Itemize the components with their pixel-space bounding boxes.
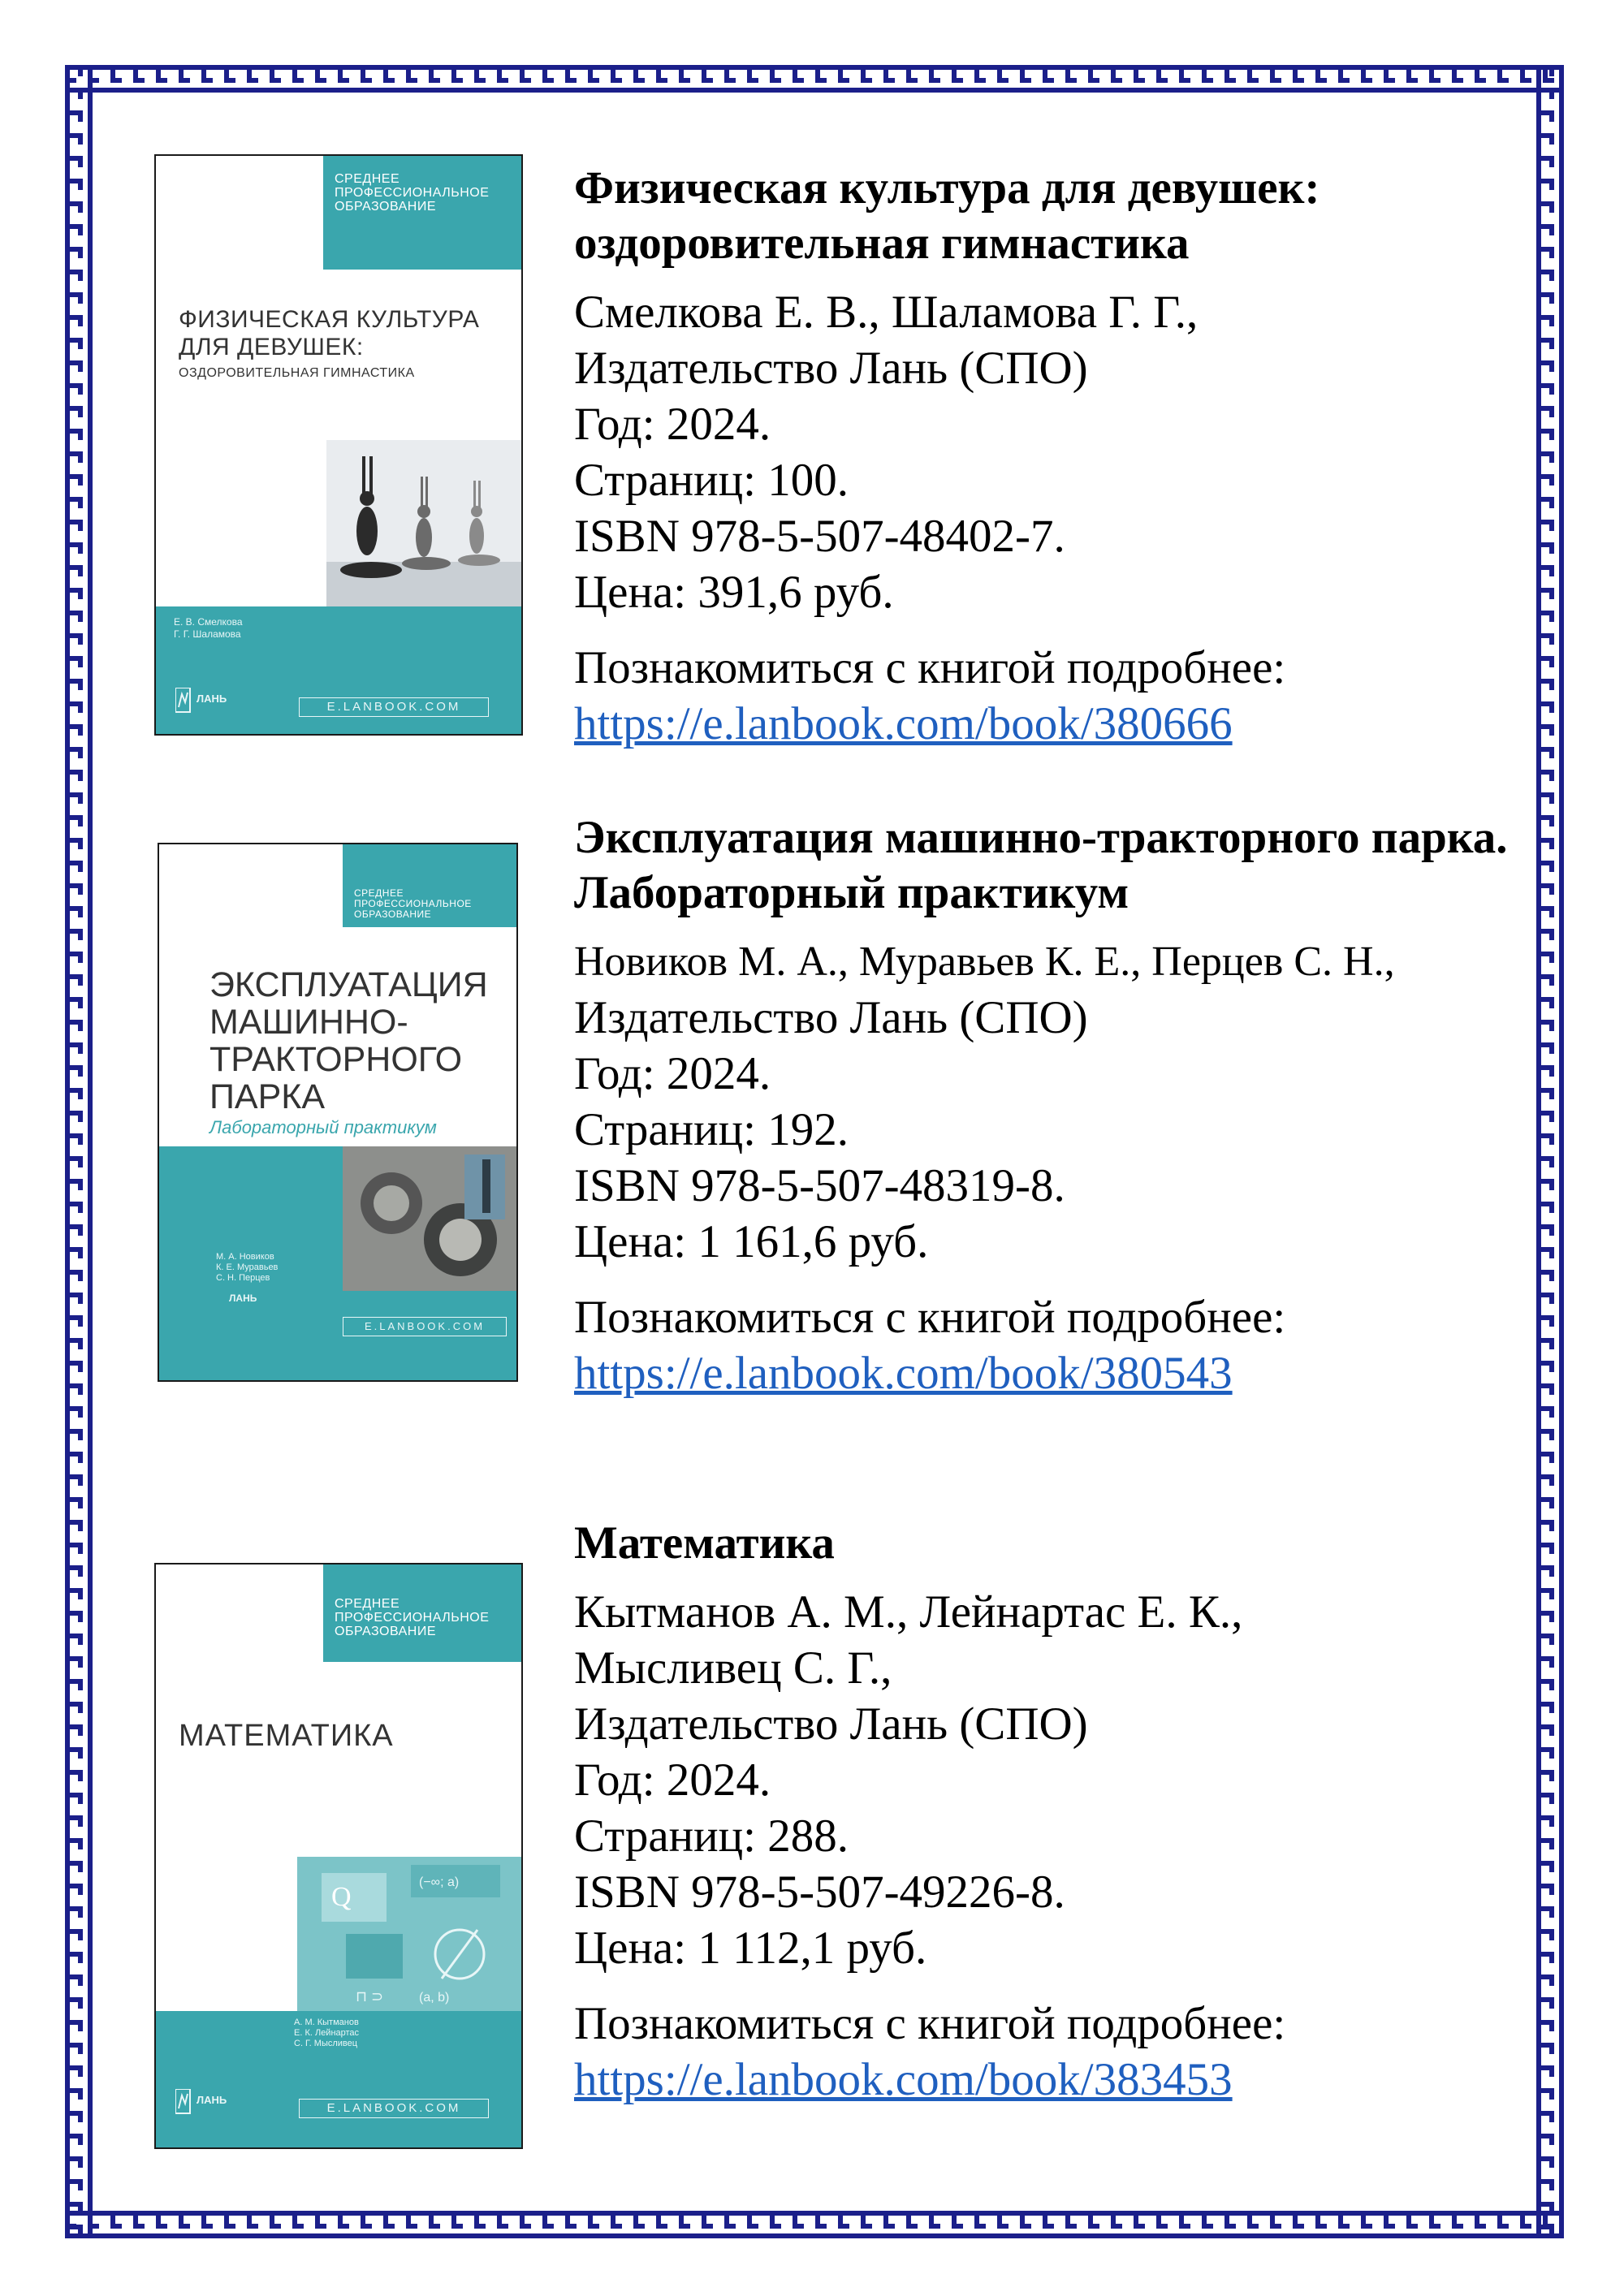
cover-bottom-strip	[343, 1291, 516, 1380]
cover-math-graphic	[297, 1857, 521, 2011]
book-title: Математика	[574, 1517, 835, 1569]
cover-series-label: СРЕДНЕЕ ПРОФЕССИОНАЛЬНОЕ ОБРАЗОВАНИЕ	[335, 172, 490, 214]
book-link[interactable]: https://e.lanbook.com/book/380543	[574, 1348, 1233, 1399]
book-year: Год: 2024.	[574, 1754, 771, 1806]
svg-text:(−∞; a): (−∞; a)	[419, 1875, 460, 1889]
cover-site-label: E.LANBOOK.COM	[343, 1317, 507, 1336]
cover-publisher-mark: ЛАНЬ	[197, 2094, 227, 2106]
cover-photo-machinery	[343, 1146, 516, 1291]
book-authors-cont: Мысливец С. Г.,	[574, 1642, 892, 1694]
book-more-label: Познакомиться с книгой подробнее:	[574, 642, 1286, 693]
book-info-2	[574, 810, 1508, 1401]
book-pages: Страниц: 100.	[574, 455, 849, 506]
book-info-3	[574, 1516, 1508, 2108]
cover-authors: А. М. Кытманов Е. К. Лейнартас С. Г. Мысливец	[294, 2018, 360, 2048]
book-publisher: Издательство Лань (СПО)	[574, 992, 1088, 1043]
cover-bottom-band	[156, 2011, 521, 2147]
book-title: Физическая культура для девушек: оздоровительная гимнастика	[574, 162, 1320, 269]
cover-subtitle-text: ОЗДОРОВИТЕЛЬНАЯ ГИМНАСТИКА	[179, 366, 415, 380]
book-publisher: Издательство Лань (СПО)	[574, 343, 1088, 394]
cover-title	[209, 966, 502, 1140]
cover-subtitle-text: Лабораторный практикум	[209, 1117, 437, 1137]
book-authors: Смелкова Е. В., Шаламова Г. Г.,	[574, 287, 1199, 338]
book-title: Эксплуатация машинно-тракторного парка. Лабораторный практикум	[574, 812, 1508, 918]
cover-title: МАТЕМАТИКА	[179, 1719, 394, 1753]
book-authors: Новиков М. А., Муравьев К. Е., Перцев С. Н.,	[574, 939, 1395, 985]
book-more-label: Познакомиться с книгой подробнее:	[574, 1292, 1286, 1343]
cover-authors: Е. В. Смелкова Г. Г. Шаламова	[174, 616, 243, 640]
cover-photo-yoga	[326, 440, 521, 606]
cover-publisher-mark: ЛАНЬ	[229, 1293, 257, 1304]
cover-title	[179, 306, 503, 382]
cover-title-text: ЭКСПЛУАТАЦИЯ МАШИННО- ТРАКТОРНОГО ПАРКА	[209, 965, 488, 1116]
book-link[interactable]: https://e.lanbook.com/book/383453	[574, 2054, 1233, 2105]
svg-text:⊓ ⊃: ⊓ ⊃	[356, 1988, 384, 2005]
cover-bottom-band	[156, 606, 521, 734]
cover-site-label: E.LANBOOK.COM	[299, 2099, 489, 2118]
book-year: Год: 2024.	[574, 399, 771, 450]
book-info-1	[574, 161, 1508, 752]
book-pages: Страниц: 192.	[574, 1104, 849, 1155]
book-link[interactable]: https://e.lanbook.com/book/380666	[574, 698, 1233, 749]
cover-series-band	[323, 156, 521, 270]
cover-series-band	[323, 1564, 521, 1662]
book-cover-2	[158, 843, 518, 1382]
svg-text:(a, b): (a, b)	[419, 1991, 450, 2005]
svg-text:Q: Q	[331, 1882, 352, 1912]
cover-series-band	[343, 844, 516, 927]
book-cover-3	[154, 1563, 523, 2149]
book-publisher: Издательство Лань (СПО)	[574, 1698, 1088, 1750]
book-more-label: Познакомиться с книгой подробнее:	[574, 1998, 1286, 2049]
book-isbn: ISBN 978-5-507-48402-7.	[574, 511, 1065, 562]
cover-bottom-band	[159, 1146, 343, 1380]
cover-title-text: ФИЗИЧЕСКАЯ КУЛЬТУРА ДЛЯ ДЕВУШЕК:	[179, 306, 480, 360]
cover-series-label: СРЕДНЕЕ ПРОФЕССИОНАЛЬНОЕ ОБРАЗОВАНИЕ	[354, 887, 472, 920]
book-isbn: ISBN 978-5-507-48319-8.	[574, 1160, 1065, 1211]
cover-publisher-mark: ЛАНЬ	[197, 693, 227, 705]
book-price: Цена: 391,6 руб.	[574, 567, 894, 618]
book-year: Год: 2024.	[574, 1048, 771, 1099]
book-pages: Страниц: 288.	[574, 1810, 849, 1862]
book-isbn: ISBN 978-5-507-49226-8.	[574, 1867, 1065, 1918]
book-price: Цена: 1 161,6 руб.	[574, 1216, 929, 1267]
book-authors: Кытманов А. М., Лейнартас Е. К.,	[574, 1586, 1243, 1638]
cover-authors: М. А. Новиков К. Е. Муравьев С. Н. Перцев	[216, 1252, 279, 1283]
cover-site-label: E.LANBOOK.COM	[299, 697, 489, 717]
book-cover-1	[154, 154, 523, 736]
book-price: Цена: 1 112,1 руб.	[574, 1923, 927, 1974]
cover-series-label: СРЕДНЕЕ ПРОФЕССИОНАЛЬНОЕ ОБРАЗОВАНИЕ	[335, 1597, 490, 1638]
